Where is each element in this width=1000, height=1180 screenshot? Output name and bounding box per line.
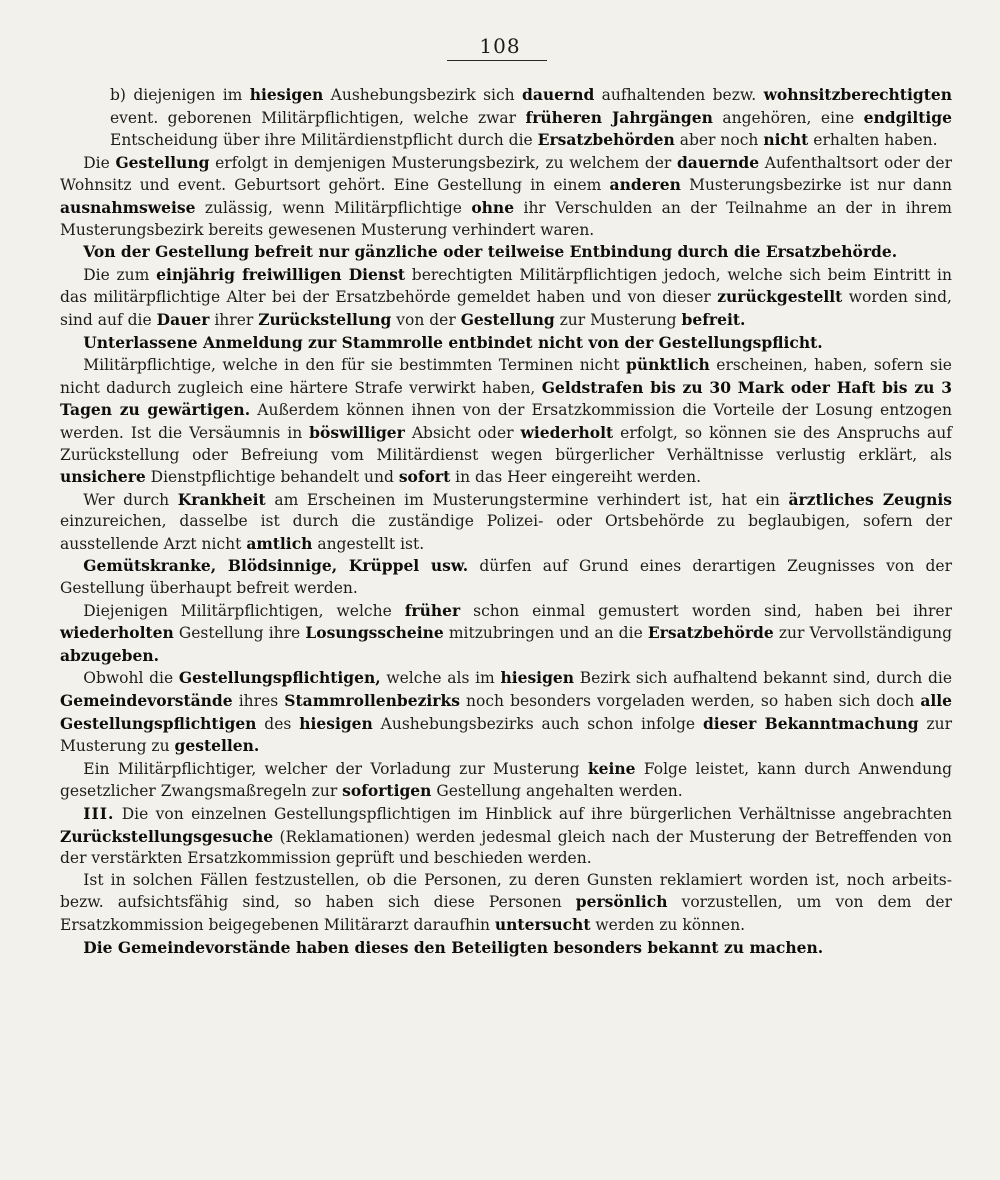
body-text-run: Aufenthaltsort oder der Wohnsitz und event. Geburtsort gehört. Eine Gestellung in einem [60,153,952,195]
body-text-run: Die [83,153,116,172]
emphasis-text: zurückgestellt [717,287,843,307]
body-text-run: Gestellung ihre [173,624,306,643]
body-text-run: dürfen auf Grund eines derartigen Zeugnisses von der Gestellung überhaupt befreit werden. [60,557,952,598]
body-text-run: ihrer [209,310,259,329]
emphasis-text: Ersatzbehörde [647,623,774,643]
body-text-run: Ist in solchen Fällen festzustellen, ob die Personen, zu deren Gunsten reklamiert worden ist, noch arbeits- bezw. aufsichtsfähig sind, so haben sich diese Personen [60,870,952,912]
emphasis-text: nicht [763,130,809,150]
body-text-run: aufhaltenden bezw. [594,86,764,104]
body-text-run: Absicht oder [404,423,521,442]
emphasis-text: III. [83,804,115,823]
page-number-rule [447,60,547,61]
emphasis-text: keine [587,758,636,778]
emphasis-text: endgiltige [863,107,952,127]
body-text-run: zur Musterung zu [60,714,952,756]
body-text [60,84,952,959]
paragraph-gemuetskranke [60,555,952,599]
body-text-run: noch besonders vorgeladen werden, so haben sich doch [459,692,921,711]
body-text-run: erfolgt, so können sie des Anspruchs auf Zurückstellung oder Befreiung vom Militärdienst wegen bürgerlicher Verhältnisse verlustig erklärt, als [60,423,952,464]
emphasis-text: Ersatzbehörden [537,130,675,150]
body-text-run: Obwohl die [83,669,179,688]
body-text-run: Gestellung angehalten werden. [431,782,683,801]
body-text-run: erscheinen, haben, sofern sie nicht dadurch zugleich eine härtere Strafe verwirkt haben, [60,356,952,397]
body-text-run: Die von einzelnen Gestellungspflichtigen im Hinblick auf ihre bürgerlichen Verhältnisse angebrachten [114,805,952,823]
body-text-run: Ein Militärpflichtiger, welcher der Vorladung zur Musterung [83,759,588,778]
emphasis-text: Zurückstellung [258,309,392,329]
emphasis-text: Losungsscheine [305,623,444,643]
emphasis-text: Unterlassene Anmeldung zur Stammrolle entbindet nicht von der Gestellungspflicht. [83,332,823,352]
body-text-run: werden zu können. [590,915,746,934]
emphasis-text: Von der Gestellung befreit nur gänzliche oder teilweise Entbindung durch die Ersatzbehörde. [83,242,898,262]
body-text-run: b) diejenigen im [110,86,250,104]
body-text-run: ihr Verschulden an der Teilnahme an der in ihrem Musterungsbezirk bereits gewesenen Musterung verhindert waren. [60,198,952,239]
emphasis-text: Gemeindevorstände [60,691,233,711]
body-text-run: Diejenigen Militärpflichtigen, welche [83,601,405,620]
emphasis-text: abzugeben. [60,645,160,665]
body-text-run: Bezirk sich aufhaltend bekannt sind, durch die [574,669,953,688]
emphasis-text: amtlich [246,533,313,553]
emphasis-text: Zurückstellungsgesuche [60,826,274,846]
body-text-run: Wer durch [83,490,178,509]
body-text-run: event. geborenen Militärpflichtigen, welche zwar [110,108,526,127]
body-text-run: am Erscheinen im Musterungstermine verhindert ist, hat ein [265,490,789,509]
emphasis-text: böswilliger [309,422,405,442]
emphasis-text: einjährig freiwilligen Dienst [156,264,406,284]
emphasis-text: ausnahmsweise [60,197,196,217]
body-text-run: schon einmal gemustert worden sind, haben bei ihrer [460,601,952,620]
paragraph-gestellung [60,152,952,241]
emphasis-text: Gestellungspflichtigen, [178,668,381,688]
page-number: 108 [479,34,521,58]
emphasis-text: wiederholt [520,422,614,442]
body-text-run: zur Musterung [554,310,682,329]
emphasis-text: ohne [471,197,515,217]
paragraph-schluss [60,937,952,960]
body-text-run: ihres [232,692,285,711]
body-text-run: worden sind, sind auf die [60,288,952,329]
body-text-run: Musterungsbezirke ist nur dann [680,176,952,195]
paragraph-krankheit [60,489,952,556]
emphasis-text: Gestellung [460,309,555,329]
body-text-run: aber noch [674,131,764,150]
emphasis-text: gestellen. [174,736,260,756]
body-text-run: Aushebungsbezirks auch schon infolge [372,714,703,733]
body-text-run: mitzubringen und an die [443,624,648,643]
body-text-run: zur Vervollständigung [773,624,952,643]
body-text-run: von der [391,310,461,329]
emphasis-text: Gestellung [115,152,210,172]
emphasis-text: sofortigen [342,781,432,801]
paragraph-festzustellen [60,870,952,937]
body-text-run: zulässig, wenn Militärpflichtige [195,198,472,217]
body-text-run: Entscheidung über ihre Militärdienstpflicht durch die [110,131,538,150]
body-text-run: Aushebungsbezirk sich [323,86,523,104]
emphasis-text: Dauer [156,309,210,329]
emphasis-text: früheren Jahrgängen [525,107,713,127]
emphasis-text: dieser Bekanntmachung [702,713,919,733]
body-text-run: Dienstpflichtige behandelt und [145,468,399,487]
emphasis-text: untersucht [494,914,591,934]
body-text-run: vorzustellen, um von dem der Ersatzkommission beigegebenen Militärarzt daraufhin [60,893,952,934]
emphasis-text: hiesigen [299,713,373,733]
body-text-run: angehören, eine [712,108,864,127]
emphasis-text: dauernd [522,85,595,104]
paragraph-anmeldung [60,332,952,355]
emphasis-text: früher [404,600,461,620]
emphasis-text: wiederholten [60,623,174,643]
emphasis-text: Die Gemeindevorstände haben dieses den Beteiligten besonders bekannt zu machen. [83,937,824,957]
body-text-run: Militärpflichtige, welche in den für sie bestimmten Terminen nicht [83,356,627,375]
emphasis-text: anderen [609,175,681,195]
body-text-run: Die zum [83,265,157,284]
emphasis-text: unsichere [60,467,146,487]
body-text-run: angestellt ist. [312,534,425,553]
paragraph-item-b [60,84,952,152]
paragraph-vorladung [60,758,952,803]
emphasis-text: hiesigen [249,85,324,104]
body-text-run: des [256,714,300,733]
body-text-run: (Reklamationen) werden jedesmal gleich nach der Musterung der Betreffenden von der verstärkten Ersatzkommission geprüft und beschieden werden. [60,827,952,868]
emphasis-text: Geldstrafen bis zu 30 Mark oder Haft bis zu 3 Tagen zu gewärtigen. [60,377,953,420]
body-text-run: Außerdem können ihnen von der Ersatzkommission die Vorteile der Losung entzogen werden. Ist die Versäumnis in [60,401,952,442]
paragraph-befreit [60,241,952,264]
emphasis-text: Krankheit [177,489,266,509]
body-text-run: einzureichen, dasselbe ist durch die zuständige Polizei- oder Ortsbehörde zu beglaubigen, sofern der ausstellende Arzt nicht [60,512,952,553]
paragraph-losungsscheine [60,600,952,668]
body-text-run: berechtigten Militärpflichtigen jedoch, welche sich beim Eintritt in das militärpflichtige Alter bei der Ersatzbehörde gemeldet haben und von dieser [60,265,952,307]
emphasis-text: dauernde [676,152,760,172]
body-text-run: Folge leistet, kann durch Anwendung gesetzlicher Zwangsmaßregeln zur [60,759,952,801]
emphasis-text: hiesigen [500,668,575,688]
emphasis-text: sofort [398,467,451,487]
emphasis-text: Stammrollenbezirks [284,691,460,711]
emphasis-text: ärztliches Zeugnis [788,489,953,509]
emphasis-text: persönlich [575,892,668,912]
body-text-run: welche als im [380,669,501,688]
paragraph-einjaehrig [60,264,952,332]
body-text-run: erfolgt in demjenigen Musterungsbezirk, zu welchem der [209,153,677,172]
emphasis-text: wohnsitzberechtigten [763,85,952,104]
emphasis-text: befreit. [681,309,746,329]
emphasis-text: pünktlich [626,355,710,375]
paragraph-section-iii [60,803,952,870]
paragraph-obwohl [60,667,952,757]
body-text-run: in das Heer eingereiht werden. [450,468,702,487]
emphasis-text: alle Gestellungspflichtigen [60,691,952,733]
paragraph-puenktlich [60,354,952,489]
body-text-run: erhalten haben. [808,131,938,150]
emphasis-text: Gemütskranke, Blödsinnige, Krüppel usw. [83,556,469,576]
